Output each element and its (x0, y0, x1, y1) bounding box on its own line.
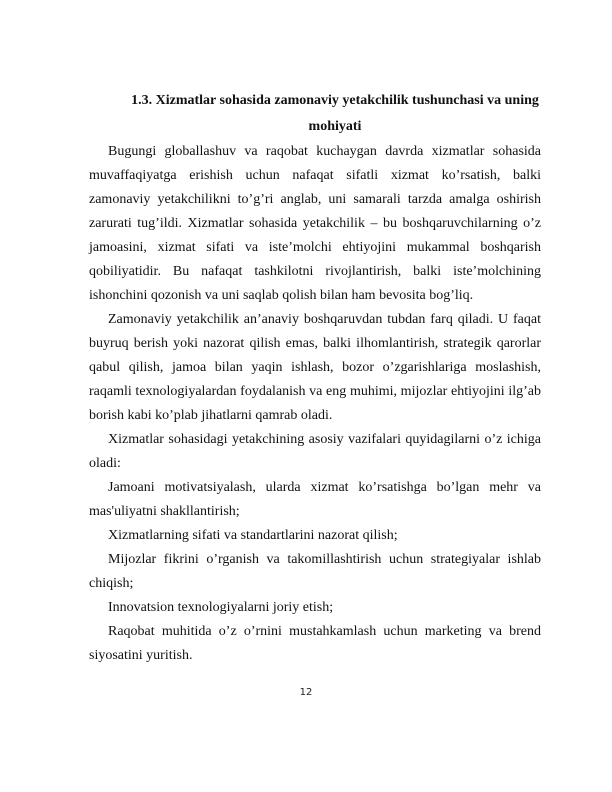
paragraph-tasks-intro: Xizmatlar sohasidagi yetakchining asosiy vazifalari quyidagilarni o’z ichiga oladi: (89, 432, 541, 471)
page-content (89, 88, 541, 668)
section-heading-line-1: 1.3. Xizmatlar sohasida zamonaviy yetakchilik tushunchasi va uning (131, 93, 539, 108)
list-item-customer-feedback: Mijozlar fikrini o’rganish va takomillashtirish uchun strategiyalar ishlab chiqish; (89, 552, 541, 591)
list-item-motivation: Jamoani motivatsiyalash, ularda xizmat ko’rsatishga bo’lgan mehr va mas'uliyatni shakllantirish; (89, 480, 541, 519)
section-heading-line-2: mohiyati (308, 119, 362, 134)
page-number: 12 (299, 687, 313, 698)
list-item-marketing: Raqobat muhitida o’z o’rnini mustahkamlash uchun marketing va brend siyosatini yuritish. (89, 624, 541, 663)
list-item-quality-control: Xizmatlarning sifati va standartlarini nazorat qilish; (108, 528, 398, 543)
paragraph-modern-leadership: Zamonaviy yetakchilik an’anaviy boshqaruvdan tubdan farq qiladi. U faqat buyruq berish yoki nazorat qilish emas, balki ilhomlantirish, strategik qarorlar qabul qilish, jamoa bilan yaqin ishlash, bozor o’zgarishlariga moslashish, raqamli texnologiyalardan foydalanish va eng muhimi, mijozlar ehtiyojini ilg’ab borish kabi ko’plab jihatlarni qamrab oladi. (89, 312, 541, 423)
section-heading (89, 88, 541, 140)
paragraph-intro: Bugungi globallashuv va raqobat kuchaygan davrda xizmatlar sohasida muvaffaqiyatga erishish uchun nafaqat sifatli xizmat ko’rsatish, balki zamonaviy yetakchilikni to’g’ri anglab, uni samarali tarzda amalga oshirish zarurati tug’ildi. Xizmatlar sohasida yetakchilik – bu boshqaruvchilarning o’z jamoasini, xizmat sifati va iste’molchi ehtiyojini mukammal boshqarish qobiliyatidir. Bu nafaqat tashkilotni rivojlantirish, balki iste’molchining ishonchini qozonish va uni saqlab qolish bilan ham bevosita bog’liq. (89, 144, 541, 303)
list-item-innovation: Innovatsion texnologiyalarni joriy etish; (108, 600, 334, 615)
